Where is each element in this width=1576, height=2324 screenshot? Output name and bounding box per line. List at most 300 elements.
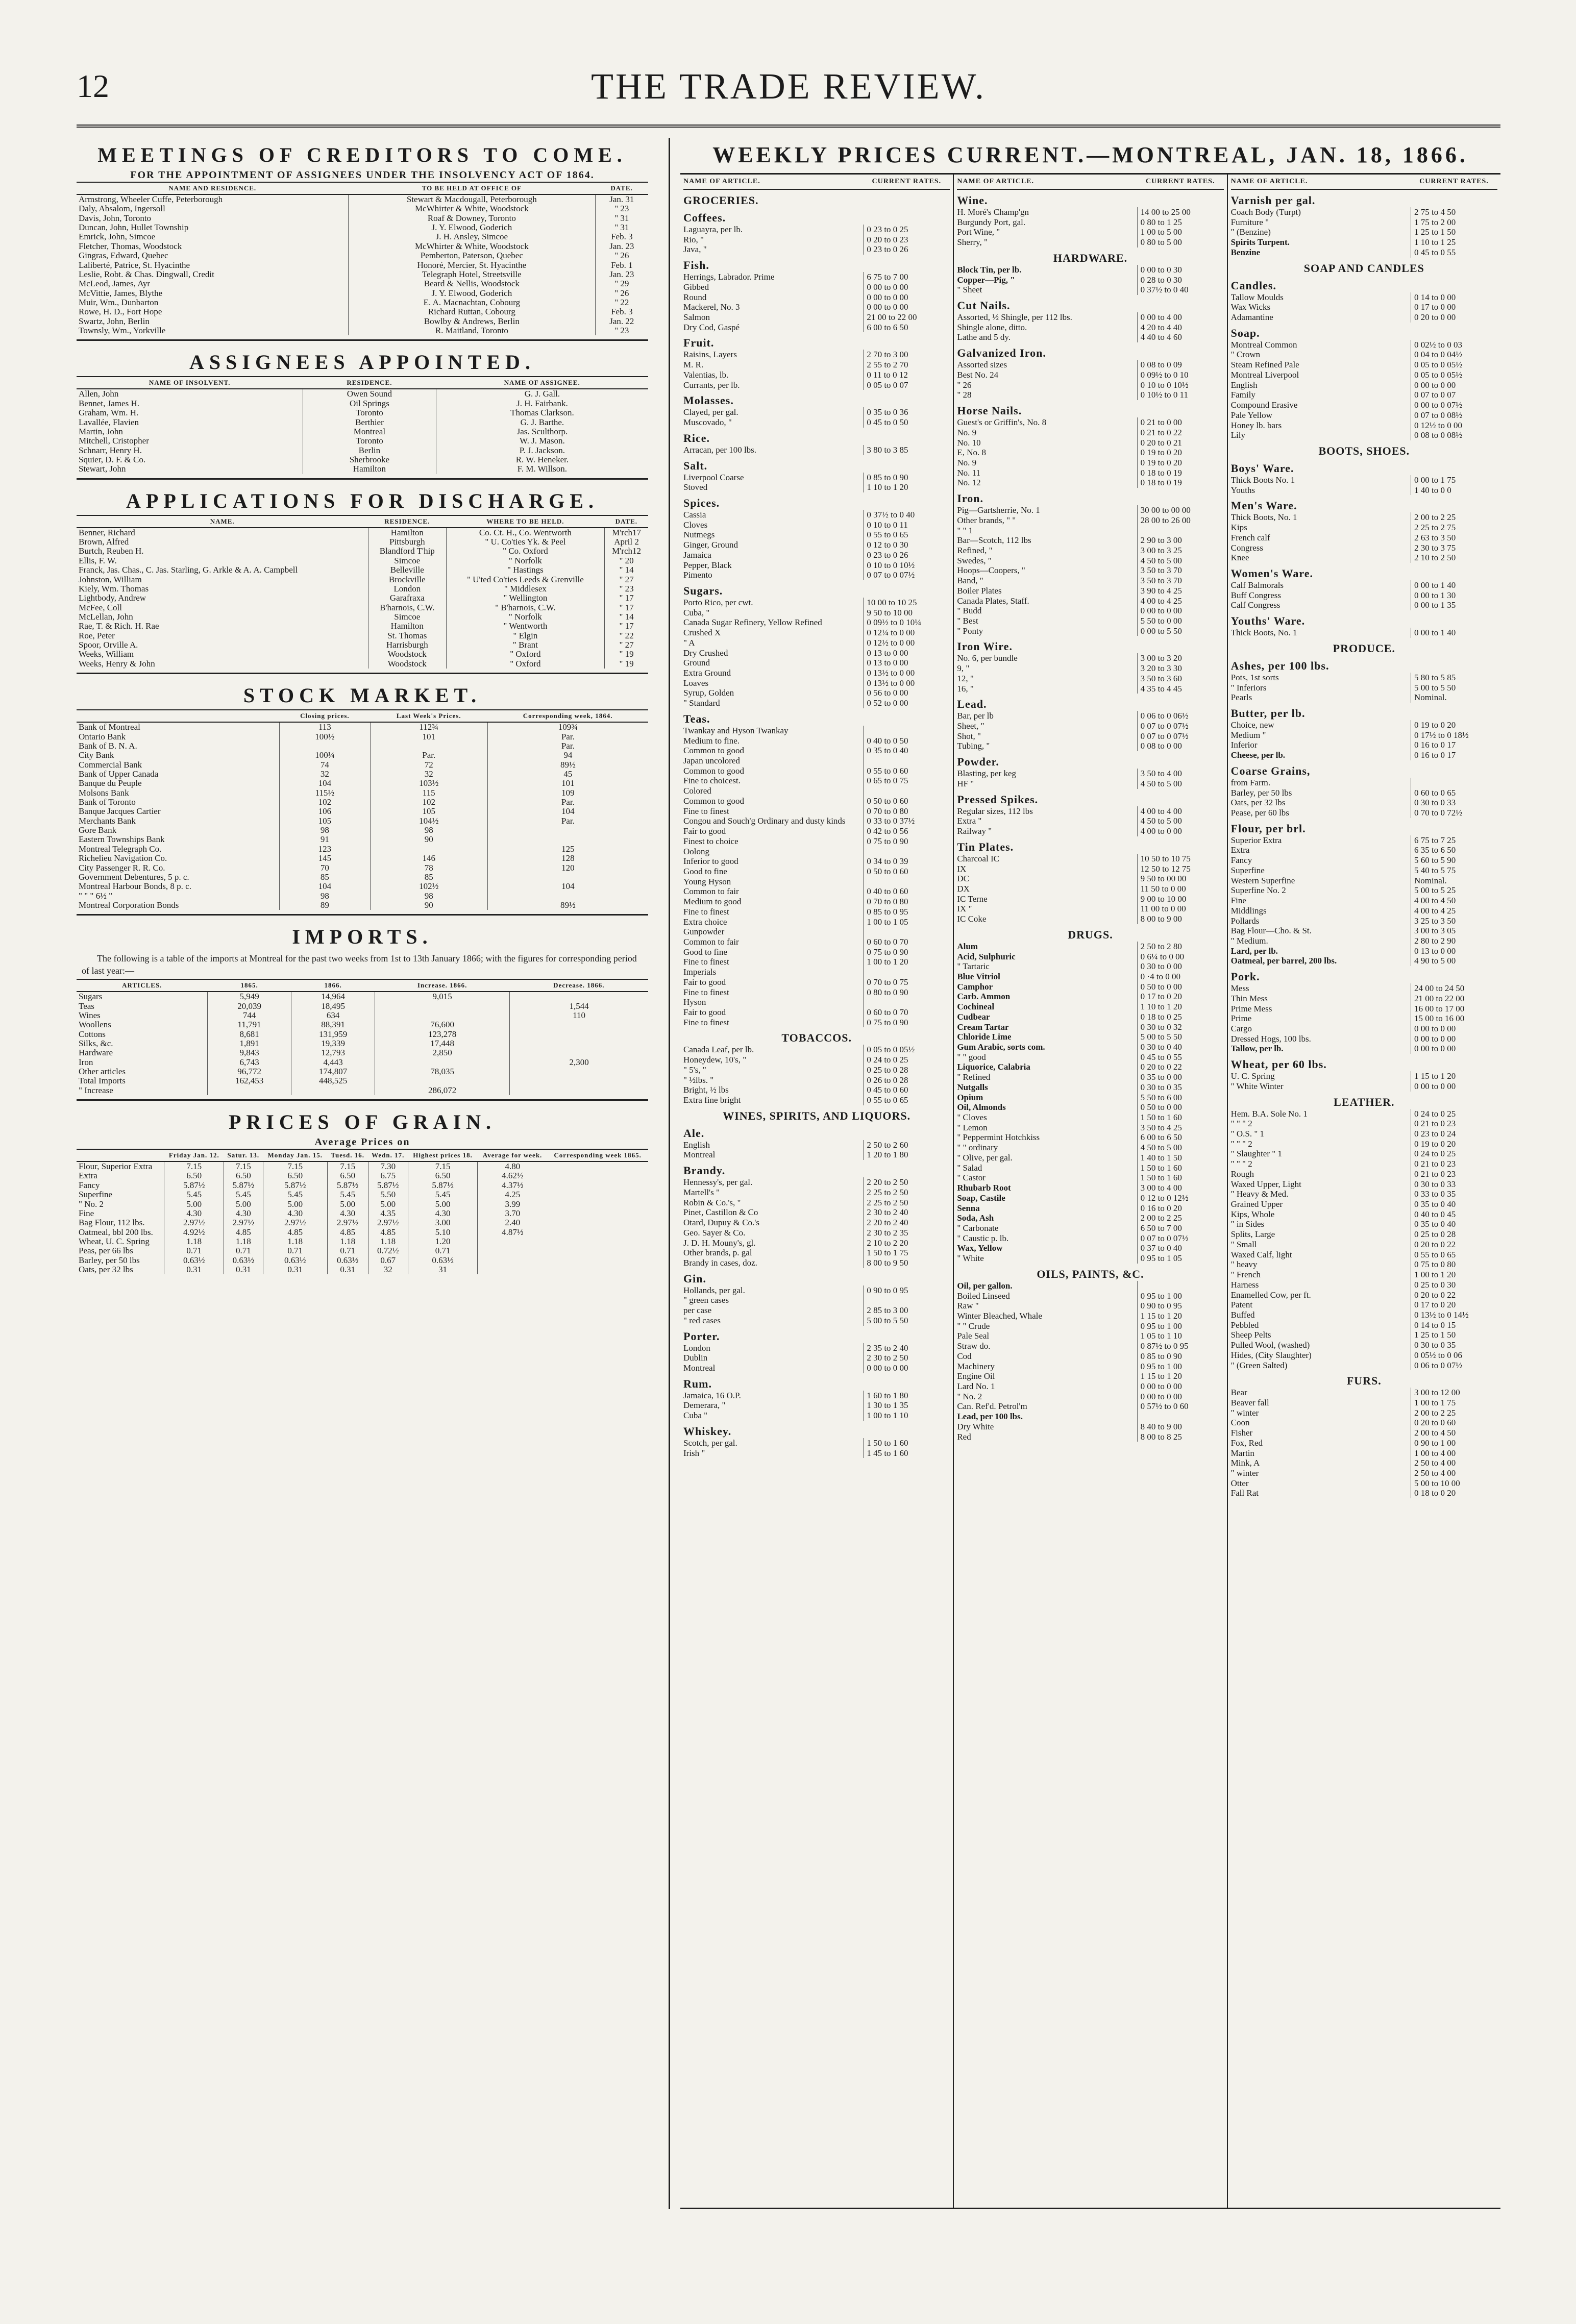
- discharge-row: [77, 565, 648, 575]
- commodity-rate: 1 75 to 2 00: [1411, 217, 1497, 228]
- commodity-rate: 0 35 to 0 00: [1137, 1072, 1224, 1082]
- category-heading: Pressed Spikes.: [957, 793, 1039, 806]
- grain-cell: 5.00: [368, 1200, 408, 1209]
- grain-cell: [478, 1246, 547, 1255]
- price-row: [683, 678, 950, 688]
- price-row: [1231, 207, 1497, 217]
- commodity-rate: 4 50 to 5 00: [1137, 556, 1224, 566]
- commodity-rate: 1 15 to 1 20: [1411, 1071, 1497, 1081]
- grain-cell: 0.63½: [408, 1256, 478, 1265]
- commodity-name: Medium to good: [683, 897, 742, 907]
- price-row: [957, 1123, 1223, 1133]
- stock-cell: Bank of Upper Canada: [77, 770, 280, 779]
- commodity-rate: 2 50 to 2 80: [1137, 942, 1224, 952]
- commodity-rate: 1 10 to 1 20: [1137, 1002, 1224, 1012]
- commodity-rate: 0 24 to 0 25: [1411, 1109, 1497, 1119]
- imports-cell: [291, 1086, 375, 1095]
- commodity-rate: 2 70 to 3 00: [863, 350, 950, 360]
- commodity-name: Carb. Ammon: [957, 992, 1011, 1002]
- discharge-row: [77, 612, 648, 622]
- grain-section: [77, 1105, 648, 1274]
- grain-cell: 6.50: [224, 1171, 263, 1180]
- price-row: [1231, 1398, 1497, 1408]
- commodity-name: Young Hyson: [683, 876, 731, 886]
- commodity-name: Lily: [1230, 430, 1245, 440]
- price-row: [1231, 1129, 1497, 1139]
- stock-cell: Ontario Bank: [77, 732, 280, 741]
- discharge-cell: McLellan, John: [77, 612, 368, 622]
- commodity-rate: 0 50 to 0 00: [1137, 1102, 1224, 1112]
- price-row: [683, 1055, 950, 1065]
- grain-cell: 0.63½: [164, 1256, 224, 1265]
- grain-average-caption: Average Prices on: [314, 1136, 410, 1148]
- commodity-name: Port Wine, ": [957, 227, 1000, 237]
- assignees-cell: Schnarr, Henry H.: [77, 446, 303, 455]
- price-row: [957, 1331, 1223, 1341]
- commodity-rate: 0 6¼ to 0 00: [1137, 952, 1224, 962]
- prices-column-1: [680, 175, 954, 2208]
- assignees-col-header: NAME OF INSOLVENT.: [77, 377, 303, 389]
- commodity-name: Boiler Plates: [957, 585, 1002, 596]
- commodity-name: Ground: [683, 658, 710, 668]
- category-heading: Rice.: [683, 431, 710, 444]
- commodity-rate: [863, 786, 950, 796]
- commodity-name: Waxed Calf, light: [1230, 1249, 1292, 1259]
- discharge-cell: " Norfolk: [446, 612, 604, 622]
- commodity-rate: 0 20 to 0 21: [1137, 438, 1224, 448]
- stock-cell: Bank of Montreal: [77, 722, 280, 732]
- commodity-rate: 1 50 to 1 60: [1137, 1163, 1224, 1173]
- commodity-rate: 5 50 to 0 00: [1137, 616, 1224, 626]
- commodity-rate: 0 25 to 0 28: [863, 1065, 950, 1075]
- commodity-name: " Inferiors: [1230, 682, 1267, 693]
- meetings-col-header: NAME AND RESIDENCE.: [77, 182, 349, 194]
- meetings-cell: Jan. 23: [609, 241, 634, 251]
- commodity-name: " Olive, per gal.: [957, 1152, 1013, 1163]
- price-row: [683, 776, 950, 786]
- price-row: [683, 856, 950, 867]
- price-row: [683, 927, 950, 937]
- price-row: [957, 1412, 1223, 1422]
- commodity-name: Good to fine: [683, 866, 727, 876]
- stock-cell: 128: [561, 854, 575, 863]
- meetings-cell: McWhirter & White, Woodstock: [349, 242, 596, 251]
- grain-cell: 6.50: [164, 1171, 224, 1180]
- price-row: [683, 1065, 950, 1075]
- discharge-cell: Simcoe: [368, 556, 446, 565]
- price-row: [1231, 340, 1497, 350]
- commodity-rate: 5 60 to 5 90: [1411, 855, 1497, 866]
- stock-cell: Bank of Toronto: [77, 798, 280, 807]
- assignees-cell: Oil Springs: [303, 399, 436, 408]
- price-row: [1231, 1468, 1497, 1478]
- discharge-col-header: WHERE TO BE HELD.: [446, 515, 604, 528]
- commodity-name: " " 1: [957, 525, 973, 535]
- category-heading: DRUGS.: [1068, 928, 1113, 941]
- price-row: [683, 1316, 950, 1326]
- imports-cell: [510, 1030, 648, 1039]
- prices-current-grid: [680, 173, 1500, 2209]
- price-row: [683, 1248, 950, 1258]
- stock-cell: 98: [370, 826, 487, 835]
- price-row: [1231, 1004, 1497, 1014]
- grain-cell: 6.50: [327, 1171, 368, 1180]
- price-row: [683, 235, 950, 245]
- discharge-row: [77, 659, 648, 669]
- stock-cell: Montreal Telegraph Co.: [77, 845, 280, 854]
- price-row: [1231, 788, 1497, 798]
- commodity-name: Honeydew, 10's, ": [683, 1055, 747, 1065]
- commodity-name: Compound Erasive: [1230, 400, 1298, 410]
- commodity-rate: 0 00 to 1 40: [1411, 580, 1497, 590]
- price-row: [957, 1042, 1223, 1052]
- commodity-name: Raw ": [957, 1301, 979, 1311]
- price-row: [957, 217, 1223, 228]
- price-row: [1231, 543, 1497, 553]
- imports-cell: 9,843: [208, 1048, 291, 1057]
- meetings-col-header: TO BE HELD AT OFFICE OF: [349, 182, 596, 194]
- price-row: [683, 1295, 950, 1305]
- imports-cell: [375, 1002, 510, 1011]
- grain-cell: 5.45: [408, 1190, 478, 1199]
- grain-cell: 2.97½: [263, 1218, 327, 1227]
- commodity-rate: 0 85 to 0 90: [1137, 1351, 1224, 1362]
- commodity-name: Boiled Linseed: [957, 1291, 1010, 1301]
- grain-cell: 3.99: [505, 1199, 521, 1209]
- meetings-cell: Swartz, John, Berlin: [77, 317, 349, 326]
- commodity-name: Extra: [1230, 845, 1250, 855]
- assignees-cell: Lavallée, Flavien: [77, 418, 303, 427]
- price-row: [1231, 1259, 1497, 1270]
- meetings-cell: " 23: [614, 326, 629, 336]
- meetings-cell: Richard Ruttan, Cobourg: [349, 307, 596, 316]
- price-row: [683, 897, 950, 907]
- commodity-rate: 1 50 to 1 60: [1137, 1112, 1224, 1123]
- grain-cell: 7.15: [408, 1161, 478, 1171]
- commodity-name: Blue Vitriol: [957, 971, 1000, 981]
- commodity-rate: 0 12¼ to 0 00: [863, 628, 950, 638]
- meetings-cell: Jan. 22: [609, 316, 634, 326]
- grain-cell: 0.31: [327, 1265, 368, 1274]
- commodity-rate: 8 40 to 9 00: [1137, 1422, 1224, 1432]
- price-row: [1231, 946, 1497, 956]
- commodity-name: 9, ": [957, 663, 970, 674]
- commodity-name: Machinery: [957, 1361, 995, 1371]
- price-row: [957, 323, 1223, 333]
- commodity-name: Thin Mess: [1230, 993, 1268, 1003]
- commodity-rate: 0 24 to 0 25: [1411, 1149, 1497, 1159]
- commodity-rate: 3 20 to 3 30: [1137, 663, 1224, 674]
- commodity-name: Common to good: [683, 765, 745, 776]
- discharge-cell: Lightbody, Andrew: [77, 594, 368, 603]
- commodity-rate: 0 04 to 0 04½: [1411, 350, 1497, 360]
- discharge-cell: St. Thomas: [368, 631, 446, 640]
- price-row: [683, 977, 950, 987]
- commodity-name: Bright, ½ lbs: [683, 1085, 729, 1095]
- stock-cell: Richelieu Navigation Co.: [77, 854, 280, 863]
- stock-header-row: [77, 710, 648, 722]
- commodity-rate: 0 05 to 0 05½: [863, 1045, 950, 1055]
- commodity-name: " " Crude: [957, 1321, 990, 1331]
- commodity-rate: 0 00 to 1 75: [1411, 475, 1497, 485]
- commodity-rate: 2 20 to 2 40: [863, 1218, 950, 1228]
- commodity-rate: 0 33 to 0 35: [1411, 1189, 1497, 1199]
- price-row: [1231, 1109, 1497, 1119]
- stock-cell: 102: [370, 798, 487, 807]
- stock-cell: [370, 741, 487, 751]
- commodity-rate: 0 17 to 0 20: [1137, 992, 1224, 1002]
- commodity-rate: 0 20 to 0 22: [1411, 1240, 1497, 1250]
- price-row: [683, 360, 950, 370]
- imports-cell: 744: [208, 1011, 291, 1020]
- commodity-rate: 3 00 to 4 00: [1137, 1183, 1224, 1193]
- commodity-name: " green cases: [683, 1295, 729, 1305]
- commodity-rate: 3 90 to 4 25: [1137, 586, 1224, 596]
- prices-col-header: [957, 175, 1223, 190]
- commodity-name: Bar, per lb: [957, 711, 994, 721]
- price-row: [1231, 553, 1497, 563]
- commodity-rate: 2 75 to 4 50: [1411, 207, 1497, 217]
- commodity-rate: 0 06 to 0 07½: [1411, 1361, 1497, 1371]
- price-row: [683, 867, 950, 877]
- grain-cell: 5.87½: [368, 1181, 408, 1190]
- price-row: [1231, 590, 1497, 601]
- price-row: [957, 535, 1223, 546]
- grain-title: PRICES OF GRAIN.: [228, 1110, 497, 1134]
- price-row: [1231, 730, 1497, 740]
- commodity-rate: 4 40 to 4 60: [1137, 332, 1224, 342]
- category-heading: Boys' Ware.: [1230, 461, 1294, 475]
- stock-cell: Merchants Bank: [77, 817, 280, 826]
- commodity-name: Lard No. 1: [957, 1381, 995, 1391]
- price-row: [683, 638, 950, 648]
- commodity-name: Extra ": [957, 816, 982, 826]
- meetings-cell: Pemberton, Paterson, Quebec: [349, 251, 596, 260]
- commodity-rate: [863, 756, 950, 766]
- grain-cell: 31: [408, 1265, 478, 1274]
- stock-cell: [487, 892, 648, 901]
- commodity-name: Cargo: [1230, 1023, 1252, 1033]
- price-row: [1231, 600, 1497, 610]
- commodity-rate: 0 07 to 0 07: [1411, 390, 1497, 400]
- commodity-rate: 2 55 to 2 70: [863, 360, 950, 370]
- discharge-cell: Roe, Peter: [77, 631, 368, 640]
- price-row: [1231, 1428, 1497, 1438]
- price-row: [1231, 1488, 1497, 1498]
- commodity-rate: 0 50 to 0 60: [863, 796, 950, 806]
- imports-cell: [510, 1020, 648, 1029]
- price-row: [683, 1438, 950, 1448]
- commodity-name: " winter: [1230, 1407, 1259, 1418]
- commodity-rate: 16 00 to 17 00: [1411, 1004, 1497, 1014]
- commodity-name: " " " 2: [1230, 1139, 1252, 1149]
- commodity-name: Dry Cod, Gaspé: [683, 322, 740, 332]
- commodity-name: Montreal Common: [1230, 339, 1297, 350]
- grain-row: [77, 1246, 648, 1255]
- meetings-cell: " 22: [614, 298, 629, 307]
- price-row: [957, 1102, 1223, 1112]
- commodity-name: " White Winter: [1230, 1081, 1284, 1091]
- price-row: [1231, 533, 1497, 543]
- imports-cell: 2,850: [375, 1048, 510, 1057]
- price-row: [957, 653, 1223, 663]
- meetings-row: [77, 270, 648, 279]
- commodity-name: Extra choice: [683, 917, 727, 927]
- price-row: [957, 526, 1223, 536]
- commodity-rate: 1 00 to 1 75: [1411, 1398, 1497, 1408]
- commodity-name: Red: [957, 1431, 971, 1442]
- category-heading: Pork.: [1230, 970, 1260, 983]
- commodity-name: " O.S. " 1: [1230, 1129, 1265, 1139]
- price-row: [683, 836, 950, 847]
- discharge-table: [77, 515, 648, 669]
- price-row: [957, 1093, 1223, 1103]
- price-row: [683, 482, 950, 492]
- commodity-rate: 2 00 to 2 25: [1137, 1213, 1224, 1223]
- commodity-name: Cochineal: [957, 1002, 995, 1012]
- current-rates-header: CURRENT RATES.: [1145, 178, 1215, 185]
- commodity-rate: 0 05½ to 0 06: [1411, 1350, 1497, 1361]
- price-row: [1231, 485, 1497, 496]
- price-row: [957, 1311, 1223, 1321]
- commodity-rate: 4 50 to 5 00: [1137, 816, 1224, 826]
- grain-cell: 5.45: [224, 1190, 263, 1199]
- stock-row: [77, 751, 648, 760]
- discharge-cell: London: [368, 584, 446, 594]
- stock-cell: 106: [280, 807, 371, 816]
- discharge-row: [77, 556, 648, 565]
- assignees-cell: Thomas Clarkson.: [510, 408, 574, 418]
- category-heading: BOOTS, SHOES.: [1318, 444, 1410, 457]
- commodity-name: Java, ": [683, 244, 707, 255]
- price-row: [683, 225, 950, 235]
- stock-cell: 115: [370, 788, 487, 798]
- grain-row: [77, 1256, 648, 1265]
- commodity-name: Geo. Sayer & Co.: [683, 1227, 746, 1238]
- commodity-rate: 0 09½ to 0 10: [1137, 370, 1224, 380]
- commodity-name: No. 6, per bundle: [957, 653, 1018, 663]
- discharge-cell: " 19: [619, 659, 634, 669]
- commodity-rate: 5 80 to 5 85: [1411, 673, 1497, 683]
- assignees-section: [77, 345, 648, 474]
- commodity-name: IC Terne: [957, 894, 988, 904]
- category-heading: Candles.: [1230, 279, 1276, 292]
- price-row: [683, 937, 950, 947]
- commodity-rate: 0 40 to 0 50: [863, 736, 950, 746]
- stock-row: [77, 892, 648, 901]
- category-heading: Ashes, per 100 lbs.: [1230, 659, 1329, 672]
- commodity-rate: 21 00 to 22 00: [1411, 994, 1497, 1004]
- commodity-name: Clayed, per gal.: [683, 407, 738, 417]
- commodity-name: Inferior: [1230, 740, 1258, 750]
- commodity-rate: 0 00 to 0 00: [1411, 1081, 1497, 1092]
- price-row: [1231, 1139, 1497, 1149]
- grain-cell: 1.18: [263, 1237, 327, 1246]
- commodity-name: Finest to choice: [683, 836, 738, 846]
- commodity-rate: [863, 967, 950, 977]
- commodity-name: Prime Mess: [1230, 1003, 1272, 1013]
- grain-cell: 7.15: [164, 1161, 224, 1171]
- commodity-rate: 15 00 to 16 00: [1411, 1013, 1497, 1024]
- imports-cell: 162,453: [208, 1076, 291, 1085]
- category-heading: Whiskey.: [683, 1424, 732, 1438]
- imports-cell: [510, 1039, 648, 1048]
- discharge-cell: Woodstock: [368, 659, 446, 669]
- commodity-name: Western Superfine: [1230, 875, 1295, 885]
- grain-col-header: Wedn. 17.: [368, 1149, 408, 1161]
- grain-cell: Superfine: [77, 1190, 164, 1199]
- discharge-cell: Weeks, Henry & John: [77, 659, 368, 669]
- commodity-name: " French: [1230, 1270, 1261, 1280]
- commodity-rate: 0 00 to 0 07½: [1411, 400, 1497, 410]
- grain-cell: 5.45: [327, 1190, 368, 1199]
- price-row: [1231, 926, 1497, 936]
- commodity-name: Oolong: [683, 846, 709, 856]
- commodity-rate: 5 40 to 5 75: [1411, 866, 1497, 876]
- assignees-cell: Toronto: [303, 436, 436, 446]
- price-row: [1231, 1119, 1497, 1129]
- commodity-name: Beaver fall: [1230, 1397, 1269, 1407]
- commodity-rate: 0 75 to 0 80: [1411, 1259, 1497, 1270]
- category-heading: Tin Plates.: [957, 840, 1014, 853]
- commodity-rate: 0 00 to 1 35: [1411, 600, 1497, 610]
- commodity-name: Honey lb. bars: [1230, 420, 1282, 430]
- category-heading: Varnish per gal.: [1230, 194, 1316, 207]
- grain-cell: 2.97½: [164, 1218, 224, 1227]
- commodity-name: Shot, ": [957, 731, 981, 741]
- commodity-name: Jamaica, 16 O.P.: [683, 1390, 741, 1400]
- commodity-rate: 2 25 to 2 50: [863, 1188, 950, 1198]
- commodity-rate: 1 00 to 5 00: [1137, 227, 1224, 237]
- price-row: [1231, 936, 1497, 946]
- grain-cell: 0.72½: [368, 1246, 408, 1255]
- price-row: [683, 244, 950, 255]
- commodity-name: Bag Flour—Cho. & St.: [1230, 926, 1312, 936]
- grain-row: [77, 1161, 648, 1171]
- grain-cell: 4.30: [263, 1209, 327, 1218]
- discharge-cell: " Hastings: [446, 565, 604, 575]
- commodity-name: Kips, Whole: [1230, 1209, 1275, 1219]
- commodity-name: Benzine: [1230, 247, 1261, 257]
- commodity-name: " Standard: [683, 698, 720, 708]
- discharge-row: [77, 650, 648, 659]
- meetings-row: [77, 317, 648, 326]
- commodity-name: Thick Boots, No. 1: [1230, 512, 1297, 523]
- commodity-name: " heavy: [1230, 1259, 1258, 1270]
- price-row: [683, 877, 950, 887]
- commodity-rate: [863, 927, 950, 937]
- price-row: [1231, 217, 1497, 228]
- commodity-name: Buff Congress: [1230, 590, 1282, 600]
- commodity-name: Fine to finest: [683, 806, 729, 816]
- imports-cell: Silks, &c.: [77, 1039, 208, 1048]
- assignees-title: ASSIGNEES APPOINTED.: [189, 351, 535, 374]
- commodity-name: Montreal: [683, 1363, 716, 1373]
- price-row: [1231, 523, 1497, 533]
- stock-cell: 105: [370, 807, 487, 816]
- stock-cell: 98: [370, 892, 487, 901]
- price-row: [1231, 350, 1497, 360]
- imports-row: [77, 1011, 648, 1020]
- imports-cell: 131,959: [291, 1030, 375, 1039]
- commodity-name: Fine to choicest.: [683, 776, 741, 786]
- commodity-name: 16, ": [957, 683, 974, 694]
- commodity-rate: 0 07 to 0 08½: [1411, 410, 1497, 421]
- commodity-rate: 28 00 to 26 00: [1137, 515, 1224, 526]
- price-row: [957, 1062, 1223, 1072]
- commodity-rate: 2 30 to 2 35: [863, 1228, 950, 1238]
- stock-cell: 89½: [560, 760, 576, 770]
